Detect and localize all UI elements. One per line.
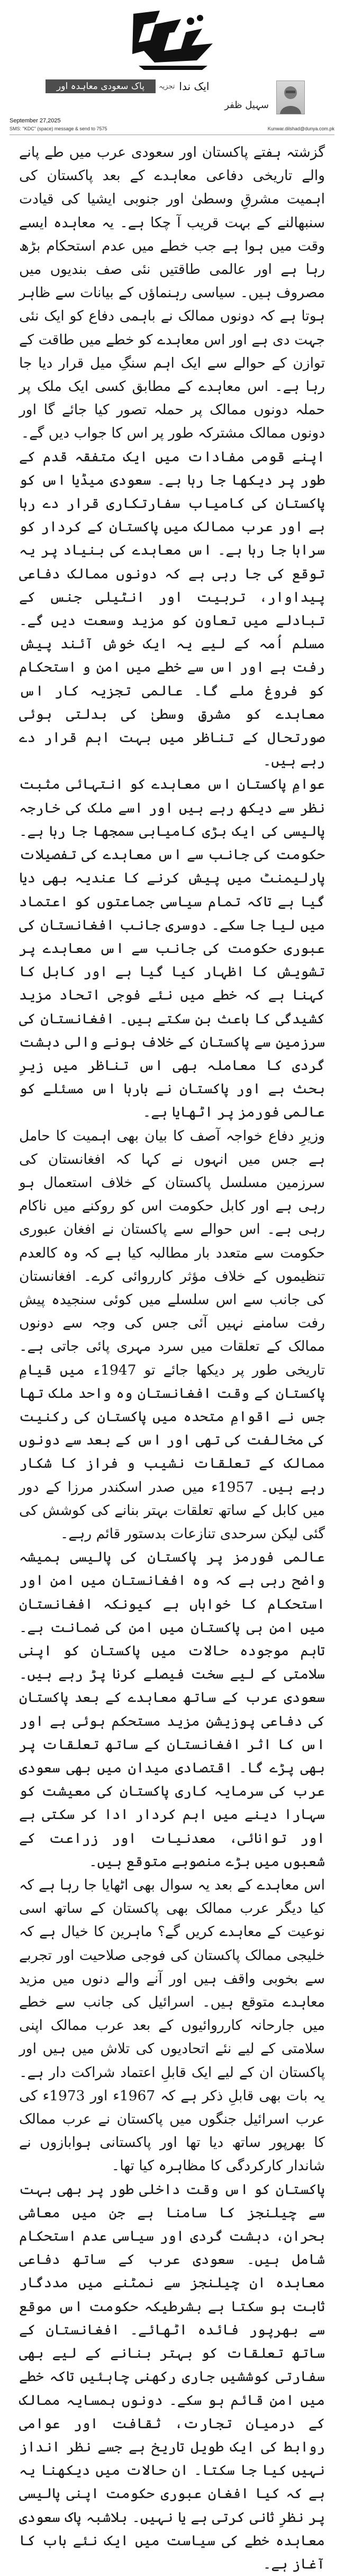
author-silhouette bbox=[277, 81, 304, 114]
author-email[interactable]: Kunwar.dilshad@dunya.com.pk bbox=[267, 126, 334, 131]
masthead bbox=[0, 0, 344, 131]
article-paragraph: پاکستان کو اس وقت داخلی طور پر بھی بہت سے چیلنجز کا سامنا ہے جن میں معاشی بحران، دہشت گردی اور سیاسی عدم استحکام شامل ہیں۔ سعودی عرب کے ساتھ دفاعی معاہدہ ان چیلنجز سے نمٹنے میں مددگار ثابت ہو سکتا ہے بشرطیکہ حکومت اس موقع سے بھرپور فائدہ اٹھائے۔ افغانستان کے ساتھ تعلقات کو بہتر بنانے کے لیے بھی سفارتی کوششیں جاری رکھنی چاہئیں تاکہ خطے میں امن قائم ہو سکے۔ دونوں ہمسایہ ممالک کے درمیان تجارت، ثقافت اور عوامی روابط کی ایک طویل تاریخ ہے جسے نظر انداز نہیں کیا جا سکتا۔ ان حالات میں دیکھنا یہ ہے کہ کیا افغان عبوری حکومت اپنی پالیسی پر نظرِ ثانی کرتی ہے یا نہیں۔ بلاشبہ پاک سعودی معاہدہ خطے کی سیاست میں ایک نئے باب کا آغاز ہے۔ bbox=[19, 2181, 325, 2572]
sms-instructions: SMS: "KDC" (space) message & send to 7575 bbox=[10, 126, 107, 131]
article-title: پاک سعودی معاہدہ اور افغانستان bbox=[46, 79, 156, 93]
article-paragraph: وزیرِ دفاع خواجہ آصف کا بیان بھی اہمیت کا حامل ہے جس میں انہوں نے کہا کہ افغانستان کی سرزمین مسلسل پاکستان کے خلاف استعمال ہو رہی ہے اور کابل حکومت اس کو روکنے میں ناکام رہی ہے۔ اس حوالے سے پاکستان نے افغان عبوری حکومت سے متعدد بار مطالبہ کیا ہے کہ وہ کالعدم تنظیموں کے خلاف مؤثر کارروائی کرے۔ افغانستان کی جانب سے اس سلسلے میں کوئی سنجیدہ پیش رفت سامنے نہیں آئی جس کی وجہ سے دونوں ممالک کے تعلقات میں سرد مہری پائی جاتی ہے۔ تاریخی طور پر دیکھا جائے تو 1947ء میں قیامِ پاکستان کے وقت افغانستان وہ واحد ملک تھا جس نے اقوامِ متحدہ میں پاکستان کی رکنیت کی مخالفت کی تھی اور اس کے بعد سے دونوں ممالک کے تعلقات نشیب و فراز کا شکار رہے ہیں۔ 1957ء میں صدر اسکندر مرزا کے دور میں کابل کے ساتھ تعلقات بہتر بنانے کی کوشش کی گئی لیکن سرحدی تنازعات بدستور قائم رہے۔ bbox=[19, 1127, 325, 1542]
column-tag bbox=[159, 79, 269, 93]
article-paragraph: اس معاہدے کے بعد یہ سوال بھی اٹھایا جا رہا ہے کہ کیا دیگر عرب ممالک بھی پاکستان کے ساتھ اسی نوعیت کے معاہدے کریں گے؟ ماہرین کا خیال ہے کہ خلیجی ممالک پاکستان کی فوجی صلاحیت اور تجربے سے بخوبی واقف ہیں اور آنے والے دنوں میں مزید معاہدے متوقع ہیں۔ اسرائیل کی جانب سے خطے میں جارحانہ کارروائیوں کے بعد عرب ممالک اپنی سلامتی کے لیے نئے اتحادیوں کی تلاش میں ہیں اور پاکستان ان کے لیے ایک قابلِ اعتماد شراکت دار ہے۔ یہ بات بھی قابلِ ذکر ہے کہ 1967ء اور 1973ء کی عرب اسرائیل جنگوں میں پاکستان نے عرب ممالک کا بھرپور ساتھ دیا تھا اور پاکستانی ہوابازوں نے شاندار کارکردگی کا مظاہرہ کیا تھا۔ bbox=[19, 1877, 325, 2174]
publish-date: September 27,2025 bbox=[10, 118, 61, 124]
contact-line bbox=[10, 126, 334, 132]
column-name: ایک ندا bbox=[179, 80, 210, 93]
author-name: سہیل ظفر bbox=[224, 100, 269, 111]
article-paragraph: عالمی فورمز پر پاکستان کی پالیسی ہمیشہ واضح رہی ہے کہ وہ افغانستان میں امن اور استحکام کا خواہاں ہے کیونکہ افغانستان میں امن ہی پاکستان میں امن کی ضمانت ہے۔ تاہم موجودہ حالات میں پاکستان کو اپنی سلامتی کے لیے سخت فیصلے کرنا پڑ رہے ہیں۔ سعودی عرب کے ساتھ معاہدے کے بعد پاکستان کی دفاعی پوزیشن مزید مستحکم ہوئی ہے اور اس کا اثر افغانستان کے ساتھ تعلقات پر بھی پڑے گا۔ اقتصادی میدان میں بھی سعودی عرب کی سرمایہ کاری پاکستان کی معیشت کو سہارا دینے میں اہم کردار ادا کر سکتی ہے اور توانائی، معدنیات اور زراعت کے شعبوں میں بڑے منصوبے متوقع ہیں۔ bbox=[19, 1549, 325, 1870]
article-paragraph: عوامِ پاکستان اس معاہدے کو انتہائی مثبت نظر سے دیکھ رہے ہیں اور اسے ملک کی خارجہ پالیسی کی ایک بڑی کامیابی سمجھا جا رہا ہے۔ حکومت کی جانب سے اس معاہدے کی تفصیلات پارلیمنٹ میں پیش کرنے کا عندیہ بھی دیا گیا ہے تاکہ تمام سیاسی جماعتوں کو اعتماد میں لیا جا سکے۔ دوسری جانب افغانستان کی عبوری حکومت کی جانب سے اس معاہدے پر تشویش کا اظہار کیا گیا ہے اور کابل کا کہنا ہے کہ خطے میں نئے فوجی اتحاد مزید کشیدگی کا باعث بن سکتے ہیں۔ افغانستان کی سرزمین سے پاکستان کے خلاف ہونے والی دہشت گردی کا معاملہ بھی اس تناظر میں زیرِ بحث ہے اور پاکستان نے بارہا اس مسئلے کو عالمی فورمز پر اٹھایا ہے۔ bbox=[19, 776, 325, 1121]
article-paragraph: گزشتہ ہفتے پاکستان اور سعودی عرب میں طے پانے والے تاریخی دفاعی معاہدے کے بعد پاکستان کی اہمیت مشرقِ وسطیٰ اور جنوبی ایشیا کی قیادت سنبھالنے کے بہت قریب آ چکا ہے۔ یہ معاہدہ ایسے وقت میں ہوا ہے جب خطے میں عدم استحکام بڑھ رہا ہے اور عالمی طاقتیں نئی صف بندیوں میں مصروف ہیں۔ سیاسی رہنماؤں کے بیانات سے ظاہر ہوتا ہے کہ دونوں ممالک نے باہمی دفاع کو ایک نئی جہت دی ہے اور اس معاہدے کو خطے میں طاقت کے توازن کے حوالے سے ایک اہم سنگِ میل قرار دیا جا رہا ہے۔ اس معاہدے کے مطابق کسی ایک ملک پر حملہ دونوں ممالک پر حملہ تصور کیا جائے گا اور دونوں ممالک مشترکہ طور پر اس کا جواب دیں گے۔ bbox=[19, 144, 325, 442]
column-label: تجزیہ bbox=[159, 82, 175, 91]
article-paragraph: اپنے قومی مفادات میں ایک متفقہ قدم کے طور پر دیکھا جا رہا ہے۔ سعودی میڈیا اس کو پاکستان کی کامیاب سفارتکاری قرار دے رہا ہے اور عرب ممالک میں پاکستان کے کردار کو سراہا جا رہا ہے۔ اس معاہدے کی بنیاد پر یہ توقع کی جا رہی ہے کہ دونوں ممالک دفاعی پیداوار، تربیت اور انٹیلی جنس کے تبادلے میں تعاون کو مزید وسعت دیں گے۔ مسلم اُمہ کے لیے یہ ایک خوش آئند پیش رفت ہے اور اس سے خطے میں امن و استحکام کو فروغ ملے گا۔ عالمی تجزیہ کار اس معاہدے کو مشرقِ وسطیٰ کی بدلتی ہوئی صورتحال کے تناظر میں بہت اہم قرار دے رہے ہیں۔ bbox=[19, 448, 325, 770]
dunya-logo bbox=[123, 3, 221, 73]
author-photo bbox=[276, 81, 305, 114]
dunya-logo-mark bbox=[123, 3, 221, 73]
article-body bbox=[19, 141, 325, 2572]
